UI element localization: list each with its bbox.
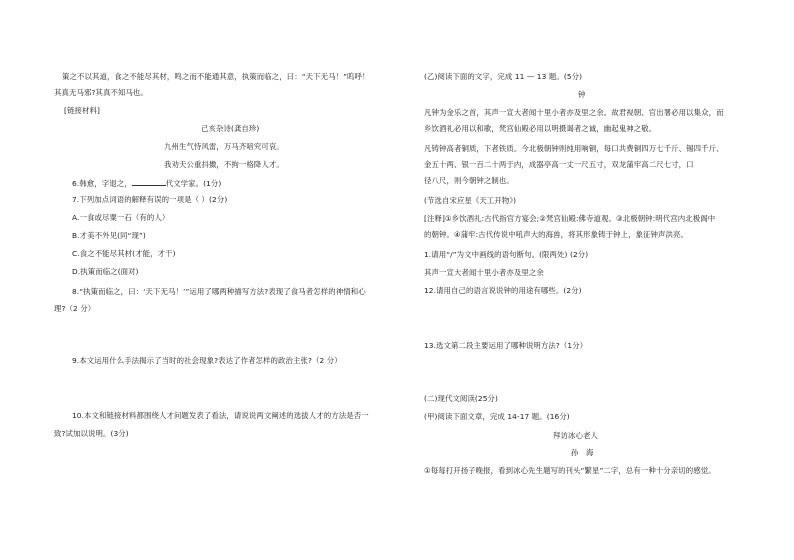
passage-title-bell: 钟 — [578, 90, 586, 99]
poem-title: 己亥杂诗(龚自珍) — [201, 124, 260, 133]
left-passage-line-1: 策之不以其道，食之不能尽其材，鸣之而不能通其意，执策而临之，曰：“天下无马！”呜呼！ — [62, 72, 370, 81]
section-jia-heading: (甲)阅读下面文章，完成 14-17 题。(16分) — [424, 412, 570, 421]
question-11-sentence: 其声一宣大者闻十里小者亦及里之余 — [424, 268, 544, 277]
bell-passage-line-5: 径八尺，则今朝钟之制也。 — [424, 176, 514, 185]
poem-line-1: 九州生气恃风雷，万马齐喑究可哀。 — [164, 142, 284, 151]
annotation-line-1: [注释]①乡饮酒礼:古代指官方宴会;②梵宫仙殿:佛寺道观。③北极朝钟:明代宫内北极阁中 — [424, 214, 716, 223]
question-7-option-b: B.才美不外见(同“现”) — [72, 231, 146, 240]
left-passage-line-2: 其真无马邪?其真不知马也。 — [54, 88, 148, 97]
question-6-suffix: 代文学家。(1分) — [165, 179, 222, 188]
section-yi-heading: (乙)阅读下面的文字，完成 11 — 13 题。(5分) — [424, 72, 583, 81]
question-6-blank — [132, 178, 166, 186]
article-paragraph-1: ①每每打开扬子晚报，看到冰心先生题写的刊头“繁星”二字，总有一种十分亲切的感觉。 — [424, 466, 716, 475]
question-8-line-1: 8.“执策而临之，曰：‘天下无马！’”运用了哪两种描写方法?表现了食马者怎样的神情和心 — [72, 287, 366, 296]
bell-passage-line-4: 金五十两、银一百二十两于内，成器亭高一丈一尺五寸，双龙蒲牢高二尺七寸，口 — [424, 160, 694, 169]
question-11: 1.请用“/”为文中画线的语句断句。(限两处) (2分) — [424, 250, 589, 259]
question-13: 13.选文第二段主要运用了哪种说明方法?（1分） — [424, 341, 588, 350]
article-title: 拜访冰心老人 — [553, 431, 598, 440]
question-6 — [72, 178, 221, 189]
question-7-option-c: C.食之不能尽其材(才能，才干) — [72, 249, 176, 258]
question-6-prefix: 6.韩愈，字退之， — [72, 179, 132, 188]
question-7-option-a: A.一食或尽粟一石（有的人） — [72, 213, 170, 222]
question-9: 9.本文运用什么手法揭示了当时的社会现象?表达了作者怎样的政治主张?（2 分） — [72, 356, 342, 365]
question-12: 12.请用自己的语言说说钟的用途有哪些。(2分) — [424, 286, 582, 295]
question-7: 7.下列加点词语的解释有误的一项是（ ）(2分) — [72, 195, 228, 204]
question-8-line-2: 理?（2 分） — [54, 304, 96, 313]
poem-line-2: 我劝天公重抖擞，不拘一格降人才。 — [164, 160, 284, 169]
bell-passage-line-3: 凡铸钟高者铜质，下者铁质。今北极朝钟则纯用响铜，每口共费铜四万七千斤、锡四千斤、 — [424, 144, 724, 153]
question-7-option-d: D.执策而临之(面对) — [72, 267, 139, 276]
bell-passage-line-2: 乡饮酒礼必用以和歌，梵宫仙殿必用以明摄谒者之诚，幽起鬼神之敬。 — [424, 124, 657, 133]
question-10-line-1: 10.本文和链接材料都围绕人才问题发表了看法，请说说两文阐述的选拔人才的方法是否一 — [72, 411, 369, 420]
question-10-line-2: 致?试加以说明。(3分) — [54, 429, 129, 438]
link-material-label: [链接材料] — [64, 106, 100, 115]
bell-passage-line-1: 凡钟为金乐之首，其声一宣大者闻十里小者亦及里之余。故君视朝、官出署必用以集众，而 — [424, 108, 724, 117]
annotation-line-2: 的朝钟。④蒲牢:古代传说中吼声大的海兽，将其形象铸于钟上，象征钟声洪亮。 — [424, 230, 689, 239]
article-author: 孙 海 — [571, 448, 594, 457]
modern-reading-heading: (二)现代文阅读(25分) — [424, 394, 498, 403]
source-citation: (节选自宋应星《天工开物》) — [424, 196, 517, 205]
